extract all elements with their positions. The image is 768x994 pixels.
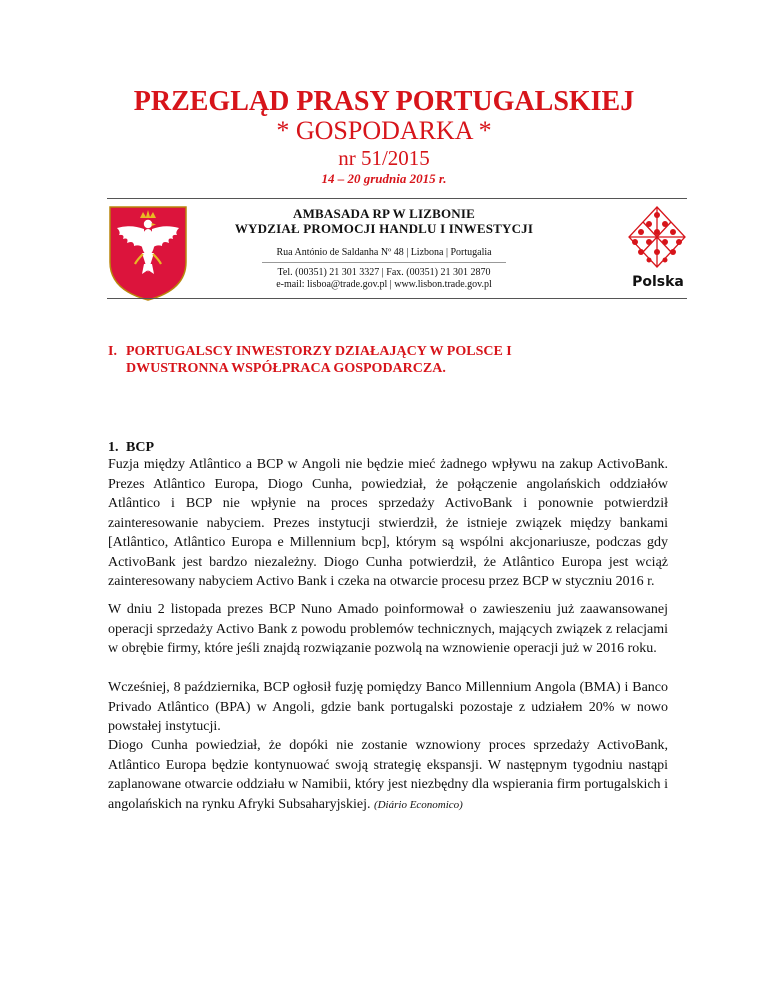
article-heading [108,439,154,456]
embassy-address: Rua António de Saldanha Nº 48 | Lizbona | Portugalia [276,247,492,258]
section-title-line1: PORTUGALSCY INWESTORZY DZIAŁAJĄCY W POLSCE I [126,344,512,359]
issue-dates: 14 – 20 grudnia 2015 r. [321,171,447,186]
embassy-contact: e-mail: lisboa@trade.gov.pl | www.lisbon.trade.gov.pl [276,279,492,290]
polish-emblem-icon [107,204,189,302]
header-divider-top [107,198,687,199]
article-paragraph: Wcześniej, 8 października, BCP ogłosił fuzję pomiędzy Banco Millennium Angola (BMA) i Banco Privado Atlântico (BPA) w Angoli, gdzie bank portugalski pozostaje z udziałem 20% w nowo powstałej instytucji. [108,680,668,734]
article-paragraph: Fuzja między Atlântico a BCP w Angoli nie będzie mieć żadnego wpływu na zakup ActivoBank. Prezes Atlântico Europa, Diogo Cunha, powiedział, że połączenie angolańskich oddziałów Atlântico i BCP nie wpłynie na proces sprzedaży ActivoBank i ponownie potwierdził zainteresowanie nabyciem. Prezes instytucji stwierdził, że istnieje związek między bankami [Atlântico, Atlântico Europa e Millennium bcp], którym są wspólni akcjonariusze, podczas gdy ActivoBank jest bardzo niezależny. Diogo Cunha potwierdził, że Atlântico Europa jest wciąż zainteresowany nabyciem Activo Bank i czeka na otwarcie procesu przez BCP w styczniu 2016 r. [108,457,668,589]
section-heading [108,343,668,377]
embassy-name: AMBASADA RP W LIZBONIE [293,206,475,221]
polska-logo-icon [627,205,687,285]
embassy-phone: Tel. (00351) 21 301 3327 | Fax. (00351) 21 301 2870 [277,267,491,278]
embassy-department: WYDZIAŁ PROMOCJI HANDLU I INWESTYCJI [234,221,534,236]
article-source: (Diário Economico) [373,798,463,811]
document-title: PRZEGLĄD PRASY PORTUGALSKIEJ [133,86,635,117]
header-divider-bottom [107,298,687,299]
section-title-line2: DWUSTRONNA WSPÓŁPRACA GOSPODARCZA. [126,361,446,376]
article-paragraph [108,736,668,815]
section-number: I. [108,344,117,359]
article-paragraph: W dniu 2 listopada prezes BCP Nuno Amado poinformował o zawieszeniu już zaawansowanej operacji sprzedaży Activo Bank z powodu problemów technicznych, mających związek z relacjami w obrębie firmy, które jeśli znajdą rozwiązanie pozwolą na wznowienie operacji już w 2016 roku. [108,602,668,656]
article-title: BCP [126,440,154,455]
article-paragraph-text: Diogo Cunha powiedział, że dopóki nie zostanie wznowiony proces sprzedaży ActivoBank, Atlântico Europa będzie kontynuować swoją strategię ekspansji. W następnym tygodniu nastąpi zaplanowane otwarcie oddziału w Namibii, który jest niezbędny dla wspierania firm portugalskich i angolańskich na rynku Afryki Subsaharyjskiej. [108,738,668,812]
polska-logo-text: Polska [632,274,684,290]
document-subtitle: * GOSPODARKA * [276,116,492,145]
article-number: 1. [108,440,119,455]
issue-number: nr 51/2015 [338,146,430,170]
address-divider [262,262,506,263]
